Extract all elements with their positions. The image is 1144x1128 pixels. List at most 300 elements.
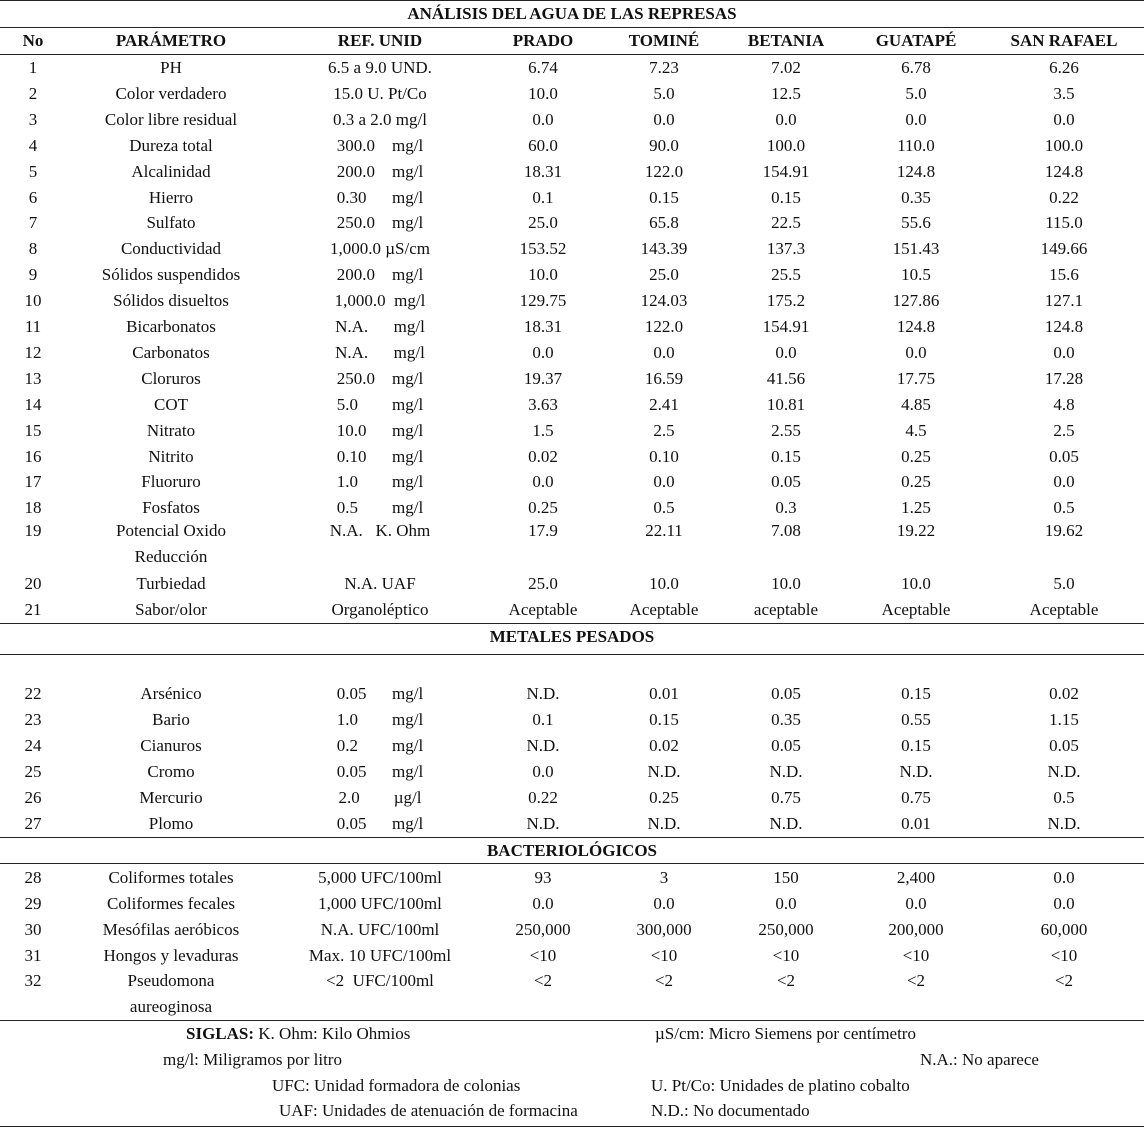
parameter-name: Cromo [147, 761, 195, 781]
betania-value: 0.05 [771, 472, 801, 492]
table-row [0, 707, 1144, 733]
parameter-name: Mercurio [139, 787, 203, 807]
betania-value: 0.15 [771, 187, 801, 207]
reference-unit: 1,000.0 mg/l [334, 291, 426, 311]
tomine-value: 22.11 [645, 521, 683, 540]
tomine-value: 2.5 [653, 420, 675, 440]
guatape-value: 19.22 [896, 521, 936, 540]
legend-na: N.A.: No aparece [920, 1050, 1039, 1069]
legend-kohm [186, 1024, 410, 1044]
prado-value: 0.22 [528, 787, 558, 807]
reference-unit: N.A. mg/l [335, 342, 425, 362]
tomine-value: 0.0 [653, 893, 675, 913]
parameter-name: Nitrito [148, 446, 194, 466]
parameter-name: Fluoruro [141, 472, 201, 492]
prado-value: N.D. [526, 813, 560, 833]
table-row [0, 943, 1144, 969]
tomine-value: 7.23 [649, 58, 679, 77]
san-rafael-value: <2 [1054, 971, 1074, 990]
reference-unit: 0.3 a 2.0 mg/l [333, 109, 427, 129]
san-rafael-value: 2.5 [1053, 420, 1075, 440]
reference-unit: N.A. K. Ohm [329, 521, 431, 540]
row-number: 32 [24, 971, 42, 990]
parameter-name: Dureza total [129, 135, 213, 155]
row-number: 22 [24, 684, 42, 703]
reference-unit: N.A. UFC/100ml [320, 919, 440, 939]
reference-unit: 0.2 mg/l [336, 735, 424, 755]
san-rafael-value: 0.02 [1049, 684, 1079, 703]
tomine-value: 16.59 [644, 368, 684, 388]
guatape-value: 10.5 [901, 265, 931, 285]
parameter-name: Sólidos suspendidos [101, 265, 241, 285]
table-row [0, 81, 1144, 107]
parameter-name-line2: aureoginosa [129, 997, 213, 1016]
parameter-name: Arsénico [140, 684, 202, 703]
tomine-value: 0.25 [649, 787, 679, 807]
betania-value: 10.0 [771, 574, 801, 593]
legend-siglas-label: SIGLAS: [186, 1024, 255, 1043]
reference-unit: Max. 10 UFC/100ml [308, 945, 452, 965]
parameter-name: Plomo [148, 813, 194, 833]
parameter-name: Color verdadero [115, 83, 227, 103]
betania-value: 100.0 [766, 135, 806, 155]
prado-value: <2 [533, 971, 553, 990]
table-row [0, 262, 1144, 288]
row-number: 4 [28, 135, 38, 155]
parameter-name: Hierro [148, 187, 194, 207]
prado-value: 6.74 [528, 58, 558, 77]
legend-uaf: UAF: Unidades de atenuación de formacina [279, 1101, 578, 1120]
betania-value: 0.3 [775, 498, 797, 518]
legend-mgl: mg/l: Miligramos por litro [163, 1050, 342, 1069]
reference-unit: 250.0 mg/l [336, 213, 424, 233]
parameter-name-line2: Reducción [134, 547, 208, 566]
betania-value: 12.5 [771, 83, 801, 103]
betania-value: 137.3 [766, 239, 806, 259]
table-row [0, 811, 1144, 837]
prado-value: 0.0 [532, 342, 554, 362]
row-number: 25 [24, 761, 42, 781]
table-row [0, 968, 1144, 1020]
prado-value: 0.0 [532, 893, 554, 913]
row-number: 23 [24, 709, 42, 729]
parameter-name [66, 968, 276, 1020]
prado-value: 10.0 [528, 265, 558, 285]
betania-value: 0.15 [771, 446, 801, 466]
parameter-name: Bicarbonatos [126, 317, 216, 336]
table-row [0, 681, 1144, 707]
parameter-name [66, 518, 276, 570]
top-rule [0, 0, 1144, 1]
guatape-value: 17.75 [896, 368, 936, 388]
tomine-value: Aceptable [629, 599, 699, 619]
tomine-value: 0.10 [649, 446, 679, 466]
table-row [0, 392, 1144, 418]
san-rafael-value: 5.0 [1053, 574, 1075, 593]
parameter-name: Bario [152, 709, 190, 729]
betania-value: 150 [773, 868, 799, 887]
betania-value: 41.56 [766, 368, 806, 388]
row-number: 3 [28, 109, 38, 129]
san-rafael-value: 0.0 [1053, 868, 1075, 887]
tomine-value: 10.0 [649, 574, 679, 593]
prado-value: 0.0 [532, 761, 554, 781]
prado-value: <10 [529, 945, 557, 965]
tomine-value: 0.0 [653, 342, 675, 362]
prado-value: 0.0 [532, 472, 554, 492]
tomine-value: <10 [650, 945, 678, 965]
prado-value: 93 [534, 868, 552, 887]
table-row [0, 185, 1144, 211]
table-row [0, 733, 1144, 759]
reference-unit: 0.30 mg/l [336, 187, 424, 207]
table-row [0, 314, 1144, 340]
parameter-name: Coliformes totales [108, 868, 234, 887]
row-number: 20 [24, 574, 42, 593]
guatape-value: 4.5 [905, 420, 927, 440]
table-row [0, 597, 1144, 623]
table-row [0, 469, 1144, 495]
footer-top-rule [0, 1020, 1144, 1021]
header-no: No [22, 31, 44, 50]
guatape-value: 10.0 [901, 574, 931, 593]
betania-value: <10 [772, 945, 800, 965]
parameter-name: Hongos y levaduras [103, 945, 239, 965]
prado-value: 60.0 [528, 135, 558, 155]
row-number: 18 [24, 498, 42, 518]
betania-value: 0.0 [775, 893, 797, 913]
parameter-name: Color libre residual [104, 109, 238, 129]
row-number: 15 [24, 420, 42, 440]
guatape-value: 0.0 [905, 109, 927, 129]
tomine-value: 300,000 [636, 919, 692, 939]
betania-value: 7.02 [771, 58, 801, 77]
san-rafael-value: 4.8 [1053, 394, 1075, 414]
guatape-value: 0.25 [901, 446, 931, 466]
san-rafael-value: <10 [1050, 945, 1078, 965]
row-number: 29 [24, 893, 42, 913]
header-row [0, 28, 1144, 54]
reference-unit: 200.0 mg/l [336, 161, 424, 181]
betania-value: <2 [776, 971, 796, 990]
guatape-value: 0.15 [901, 684, 931, 703]
reference-unit: <2 UFC/100ml [326, 971, 434, 990]
betania-value: 0.05 [771, 735, 801, 755]
bacteriological-section-title: BACTERIOLÓGICOS [486, 841, 658, 860]
tomine-value: 124.03 [640, 291, 688, 311]
prado-value: 0.02 [528, 446, 558, 466]
betania-value: 154.91 [762, 161, 810, 181]
row-number: 2 [28, 83, 38, 103]
row-number: 27 [24, 813, 42, 833]
guatape-value: 200,000 [888, 919, 944, 939]
row-number: 24 [24, 735, 42, 755]
tomine-value: 90.0 [649, 135, 679, 155]
guatape-value: Aceptable [881, 599, 951, 619]
tomine-value: 0.02 [649, 735, 679, 755]
reference-unit: 0.10 mg/l [336, 446, 424, 466]
table-row [0, 444, 1144, 470]
table-row [0, 366, 1144, 392]
san-rafael-value: 0.0 [1053, 893, 1075, 913]
row-number: 19 [24, 521, 42, 540]
table-row [0, 759, 1144, 785]
tomine-value: 0.01 [649, 684, 679, 703]
tomine-value: 0.0 [653, 472, 675, 492]
prado-value: 18.31 [523, 317, 563, 336]
guatape-value: 0.01 [901, 813, 931, 833]
header-tomine: TOMINÉ [628, 31, 700, 50]
guatape-value: 124.8 [896, 161, 936, 181]
reference-unit: 1.0 mg/l [336, 709, 424, 729]
tomine-value: 0.5 [653, 498, 675, 518]
prado-value: 0.0 [532, 109, 554, 129]
table-row [0, 107, 1144, 133]
parameter-name: PH [160, 58, 182, 77]
tomine-value: 143.39 [640, 239, 688, 259]
prado-value: N.D. [526, 684, 560, 703]
san-rafael-value: Aceptable [1029, 599, 1099, 619]
reference-unit: 0.05 mg/l [336, 684, 424, 703]
prado-value: 153.52 [519, 239, 567, 259]
bact-bottom-rule [0, 863, 1144, 864]
row-number: 21 [24, 599, 42, 619]
guatape-value: 0.0 [905, 342, 927, 362]
prado-value: 0.1 [532, 709, 554, 729]
san-rafael-value: 124.8 [1044, 161, 1084, 181]
table-row [0, 518, 1144, 570]
betania-value: N.D. [769, 761, 803, 781]
header-betania: BETANIA [747, 31, 825, 50]
table-row [0, 55, 1144, 81]
prado-value: 3.63 [528, 394, 558, 414]
legend-nd: N.D.: No documentado [651, 1101, 810, 1120]
parameter-name: Fosfatos [142, 498, 200, 518]
guatape-value: 0.55 [901, 709, 931, 729]
tomine-value: 0.15 [649, 709, 679, 729]
reference-unit: 6.5 a 9.0 UND. [328, 58, 432, 77]
table-row [0, 865, 1144, 891]
reference-unit: 15.0 U. Pt/Co [333, 83, 427, 103]
tomine-value: N.D. [647, 761, 681, 781]
parameter-name-line1: Potencial Oxido [115, 521, 226, 540]
reference-unit: 10.0 mg/l [336, 420, 424, 440]
table-row [0, 159, 1144, 185]
reference-unit: N.A. UAF [344, 574, 416, 593]
guatape-value: 2,400 [896, 868, 936, 887]
san-rafael-value: 0.22 [1049, 187, 1079, 207]
reference-unit: N.A. mg/l [335, 317, 425, 336]
reference-unit: 0.05 mg/l [336, 761, 424, 781]
tomine-value: <2 [654, 971, 674, 990]
tomine-value: 5.0 [653, 83, 675, 103]
betania-value: 0.05 [771, 684, 801, 703]
guatape-value: 0.0 [905, 893, 927, 913]
prado-value: 25.0 [528, 574, 558, 593]
san-rafael-value: 124.8 [1044, 317, 1084, 336]
prado-value: 18.31 [523, 161, 563, 181]
san-rafael-value: 60,000 [1040, 919, 1088, 939]
guatape-value: 5.0 [905, 83, 927, 103]
betania-value: 2.55 [771, 420, 801, 440]
bottom-rule [0, 1126, 1144, 1127]
parameter-name: Sulfato [146, 213, 196, 233]
row-number: 26 [24, 787, 42, 807]
header-prado: PRADO [512, 31, 574, 50]
guatape-value: 6.78 [901, 58, 931, 77]
san-rafael-value: 0.05 [1049, 446, 1079, 466]
row-number: 6 [28, 187, 38, 207]
san-rafael-value: 6.26 [1049, 58, 1079, 77]
legend-uptco: U. Pt/Co: Unidades de platino cobalto [651, 1076, 910, 1095]
guatape-value: 0.25 [901, 472, 931, 492]
prado-value: 10.0 [528, 83, 558, 103]
tomine-value: 25.0 [649, 265, 679, 285]
reference-unit: 0.05 mg/l [336, 813, 424, 833]
san-rafael-value: 127.1 [1044, 291, 1084, 311]
row-number: 30 [24, 919, 42, 939]
san-rafael-value: 149.66 [1040, 239, 1088, 259]
reference-unit: 1,000 UFC/100ml [318, 893, 442, 913]
prado-value: 25.0 [528, 213, 558, 233]
table-row [0, 785, 1144, 811]
san-rafael-value: 0.5 [1053, 787, 1075, 807]
betania-value: 0.75 [771, 787, 801, 807]
tomine-value: 0.0 [653, 109, 675, 129]
reference-unit: 300.0 mg/l [336, 135, 424, 155]
row-number: 5 [28, 161, 38, 181]
guatape-value: 0.15 [901, 735, 931, 755]
tomine-value: 0.15 [649, 187, 679, 207]
san-rafael-value: 100.0 [1044, 135, 1084, 155]
betania-value: 10.81 [766, 394, 806, 414]
table-row [0, 288, 1144, 314]
betania-value: 0.0 [775, 109, 797, 129]
header-san-rafael: SAN RAFAEL [1010, 31, 1118, 50]
betania-value: 22.5 [771, 213, 801, 233]
reference-unit: Organoléptico [331, 599, 429, 619]
table-row [0, 891, 1144, 917]
san-rafael-value: 0.0 [1053, 342, 1075, 362]
betania-value: aceptable [753, 599, 819, 619]
betania-value: 25.5 [771, 265, 801, 285]
legend-uscm: µS/cm: Micro Siemens por centímetro [655, 1024, 916, 1043]
header-parameter: PARÁMETRO [115, 31, 227, 50]
parameter-name: Coliformes fecales [107, 893, 235, 913]
san-rafael-value: 115.0 [1045, 213, 1083, 233]
prado-value: 250,000 [515, 919, 571, 939]
table-row [0, 210, 1144, 236]
parameter-name: Nitrato [146, 420, 196, 440]
tomine-value: N.D. [647, 813, 681, 833]
header-guatape: GUATAPÉ [875, 31, 957, 50]
legend-kohm-text: K. Ohm: Kilo Ohmios [258, 1024, 411, 1043]
prado-value: 19.37 [523, 368, 563, 388]
parameter-name-line1: Pseudomona [127, 971, 215, 990]
table-row [0, 418, 1144, 444]
row-number: 13 [24, 368, 42, 388]
prado-value: 17.9 [528, 521, 558, 540]
prado-value: 129.75 [519, 291, 567, 311]
metals-section-title: METALES PESADOS [489, 627, 655, 646]
prado-value: N.D. [526, 735, 560, 755]
parameter-name: Carbonatos [132, 342, 210, 362]
parameter-name: Mesófilas aeróbicos [102, 919, 240, 939]
tomine-value: 122.0 [644, 161, 684, 181]
guatape-value: <2 [906, 971, 926, 990]
parameter-name: COT [154, 394, 188, 414]
legend-ufc: UFC: Unidad formadora de colonias [272, 1076, 521, 1095]
san-rafael-value: 0.0 [1053, 472, 1075, 492]
row-number: 7 [28, 213, 38, 233]
header-ref-unit: REF. UNID [337, 31, 423, 50]
reference-unit: 2.0 µg/l [338, 787, 422, 807]
table-row [0, 236, 1144, 262]
guatape-value: <10 [902, 945, 930, 965]
row-number: 12 [24, 342, 42, 362]
prado-value: 0.1 [532, 187, 554, 207]
betania-value: 175.2 [766, 291, 806, 311]
tomine-value: 2.41 [649, 394, 679, 414]
row-number: 1 [28, 58, 38, 77]
reference-unit: 5.0 mg/l [336, 394, 424, 414]
guatape-value: N.D. [899, 761, 933, 781]
prado-value: 0.25 [528, 498, 558, 518]
reference-unit: 5,000 UFC/100ml [318, 868, 442, 887]
row-number: 8 [28, 239, 38, 259]
guatape-value: 0.75 [901, 787, 931, 807]
row-number: 11 [24, 317, 42, 336]
san-rafael-value: 15.6 [1049, 265, 1079, 285]
betania-value: N.D. [769, 813, 803, 833]
parameter-name: Alcalinidad [131, 161, 211, 181]
table-row [0, 340, 1144, 366]
san-rafael-value: 3.5 [1053, 83, 1075, 103]
row-number: 17 [24, 472, 42, 492]
table-row [0, 917, 1144, 943]
san-rafael-value: 19.62 [1044, 521, 1084, 540]
san-rafael-value: 1.15 [1049, 709, 1079, 729]
tomine-value: 65.8 [649, 213, 679, 233]
tomine-value: 3 [659, 868, 669, 887]
san-rafael-value: 17.28 [1044, 368, 1084, 388]
reference-unit: 200.0 mg/l [336, 265, 424, 285]
betania-value: 250,000 [758, 919, 814, 939]
guatape-value: 1.25 [901, 498, 931, 518]
row-number: 16 [24, 446, 42, 466]
parameter-name: Conductividad [120, 239, 222, 259]
tomine-value: 122.0 [644, 317, 684, 336]
metals-bottom-rule [0, 654, 1144, 655]
parameter-name: Sólidos disueltos [113, 291, 229, 311]
parameter-name: Turbiedad [136, 574, 206, 593]
guatape-value: 0.35 [901, 187, 931, 207]
table-row [0, 133, 1144, 159]
prado-value: Aceptable [508, 599, 578, 619]
guatape-value: 124.8 [896, 317, 936, 336]
table-row [0, 571, 1144, 597]
parameter-name: Sabor/olor [135, 599, 207, 619]
san-rafael-value: N.D. [1047, 813, 1081, 833]
parameter-name: Cianuros [140, 735, 202, 755]
reference-unit: 1,000.0 µS/cm [330, 239, 430, 259]
reference-unit: 0.5 mg/l [336, 498, 424, 518]
guatape-value: 127.86 [892, 291, 940, 311]
prado-value: 1.5 [532, 420, 554, 440]
guatape-value: 55.6 [901, 213, 931, 233]
betania-value: 7.08 [771, 521, 801, 540]
row-number: 9 [28, 265, 38, 285]
